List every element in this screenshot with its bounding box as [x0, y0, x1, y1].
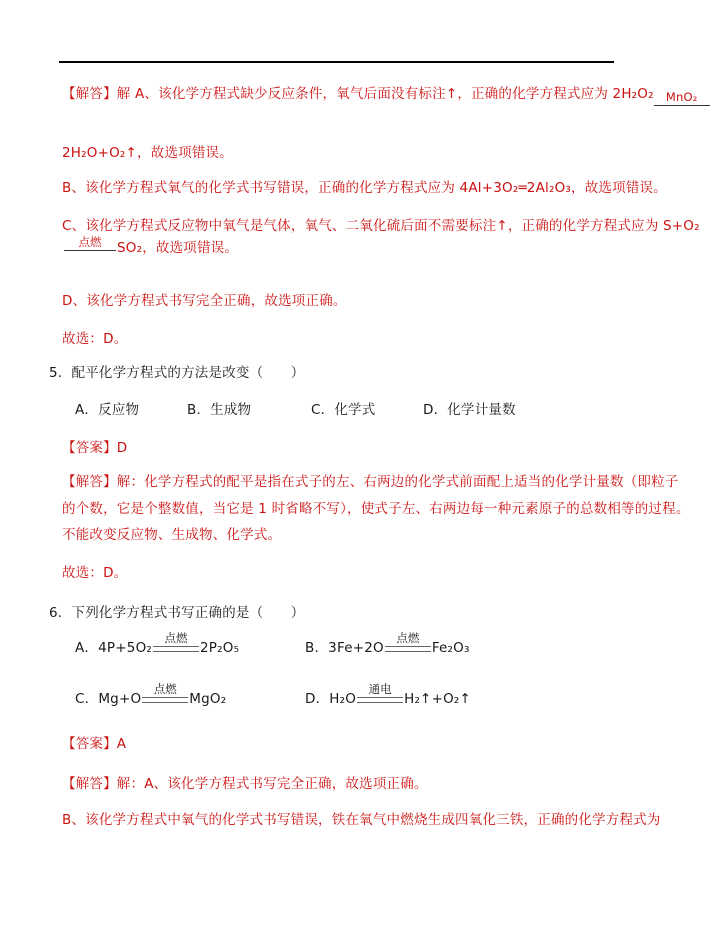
- q5-stem: 5．配平化学方程式的方法是改变（ ）: [49, 365, 305, 381]
- q6-answer: 【答案】A: [62, 736, 127, 752]
- header-divider-rule: [59, 61, 614, 63]
- q5-explanation: [62, 474, 690, 554]
- reaction-condition-fraction: [357, 683, 403, 707]
- condition-dianran: 点燃: [78, 235, 102, 249]
- reaction-condition-fraction: [385, 632, 431, 656]
- q5-option-d: D．化学计量数: [423, 402, 516, 418]
- q6-explanation-line-2: B、该化学方程式中氧气的化学式书写错误，铁在氧气中燃烧生成四氧化三铁，正确的化学方程式为: [62, 812, 661, 828]
- q4-solution-line-c: C、该化学方程式反应物中氧气是气体，氧气、二氧化硫后面不需要标注↑，正确的化学方程式应为 S+O₂: [62, 218, 700, 234]
- q4-solution-line-a: [62, 86, 710, 106]
- eq-a-label: A．: [75, 640, 99, 656]
- reaction-bar: [153, 646, 199, 652]
- q5-option-c: C．化学式: [311, 402, 376, 418]
- q6-equation-c: [75, 683, 226, 707]
- q5-explanation-line-2: 的个数，它是个整数值，当它是 1 时省略不写），使式子左、右两边每一种元素原子的总数相等的过程。: [62, 500, 690, 517]
- eq-c-lhs: Mg+O: [98, 691, 142, 707]
- eq-a-condition: 点燃: [164, 631, 188, 645]
- reaction-condition-fraction: [654, 91, 710, 106]
- reaction-condition-fraction: [153, 632, 199, 656]
- reaction-condition-fraction: [64, 236, 116, 257]
- q5-option-a: A．反应物: [75, 402, 140, 418]
- q5-explanation-line-3: 不能改变反应物、生成物、化学式。: [62, 527, 282, 543]
- q4-line-a-text: 【解答】解 A、该化学方程式缺少反应条件，氧气后面没有标注↑，正确的化学方程式应为 2H₂O₂: [62, 86, 654, 102]
- eq-c-condition: 点燃: [153, 682, 177, 696]
- reaction-bar: [142, 697, 188, 703]
- q5-conclusion: 故选：D。: [62, 565, 128, 581]
- q5-option-b: B．生成物: [187, 402, 252, 418]
- q6-equation-b: [305, 632, 470, 656]
- eq-d-condition: 通电: [368, 682, 392, 696]
- eq-c-rhs: MgO₂: [189, 691, 227, 707]
- eq-d-rhs: H₂↑+O₂↑: [404, 691, 472, 707]
- eq-b-label: B．: [305, 640, 329, 656]
- reaction-bar: [654, 105, 710, 106]
- reaction-condition-fraction: [142, 683, 188, 707]
- reaction-bar: [357, 697, 403, 703]
- q6-equation-d: [305, 683, 471, 707]
- eq-b-lhs: 3Fe+2O: [328, 640, 384, 656]
- eq-b-rhs: Fe₂O₃: [431, 640, 470, 656]
- q4-line-c2-text: SO₂，故选项错误。: [117, 240, 239, 256]
- q6-stem: 6．下列化学方程式书写正确的是（ ）: [49, 605, 305, 621]
- condition-mno2: MnO₂: [665, 90, 698, 104]
- eq-a-rhs: 2P₂O₅: [200, 640, 240, 656]
- q4-solution-line-d: D、该化学方程式书写完全正确，故选项正确。: [62, 293, 347, 309]
- q6-equation-a: [75, 632, 239, 656]
- eq-d-lhs: H₂O: [329, 691, 357, 707]
- reaction-bar: [64, 250, 116, 251]
- q6-explanation-line-1: 【解答】解：A、该化学方程式书写完全正确，故选项正确。: [62, 776, 428, 792]
- q4-conclusion: 故选：D。: [62, 331, 128, 347]
- q5-answer: 【答案】D: [62, 440, 128, 456]
- q4-solution-line-a-continued: 2H₂O+O₂↑，故选项错误。: [62, 145, 233, 161]
- reaction-bar: [385, 646, 431, 652]
- q4-solution-line-b: B、该化学方程式氧气的化学式书写错误，正确的化学方程式应为 4Al+3O₂═2Al₂O₃，故选项错误。: [62, 180, 667, 196]
- eq-d-label: D．: [305, 691, 330, 707]
- eq-c-label: C．: [75, 691, 99, 707]
- eq-b-condition: 点燃: [396, 631, 420, 645]
- q4-solution-line-c-continued: [64, 236, 238, 257]
- q5-explanation-line-1: 【解答】解：化学方程式的配平是指在式子的左、右两边的化学式前面配上适当的化学计量数（即粒子: [62, 474, 679, 490]
- eq-a-lhs: 4P+5O₂: [98, 640, 153, 656]
